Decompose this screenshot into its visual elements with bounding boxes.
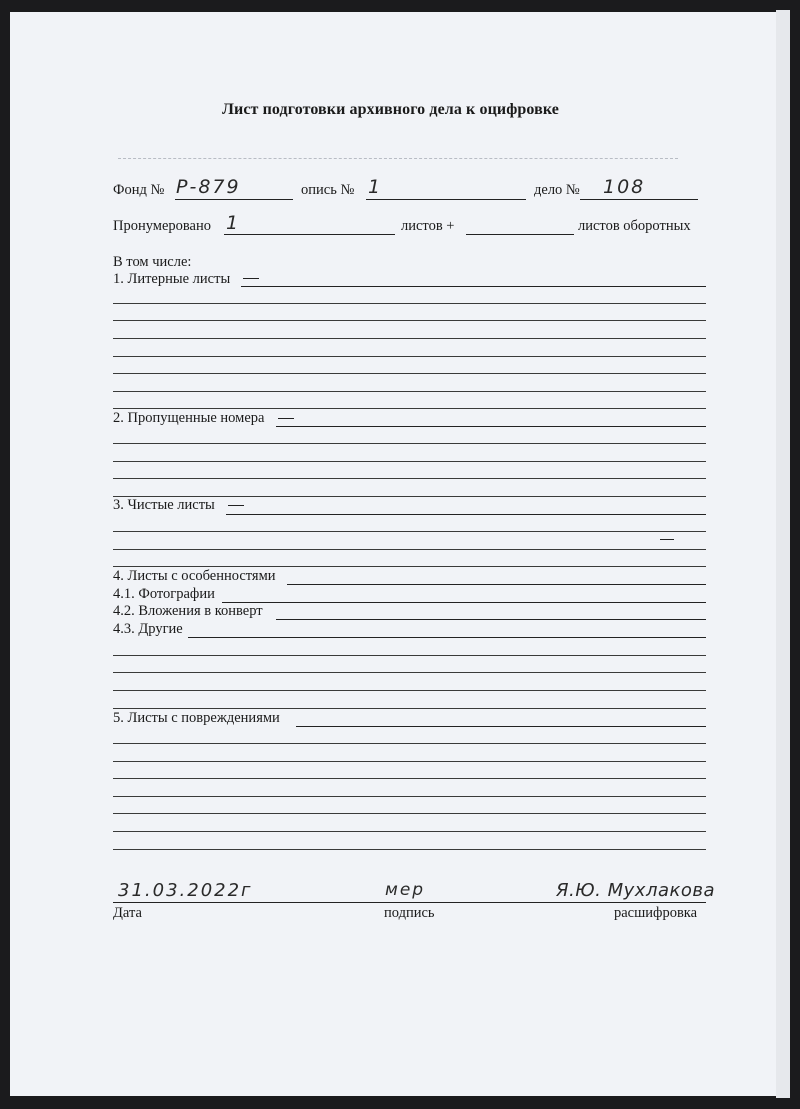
blank-line (113, 708, 706, 709)
dash-mark (228, 505, 244, 506)
blank-line (113, 356, 706, 357)
date-caption: Дата (113, 905, 142, 921)
blank-line (113, 320, 706, 321)
section-5-label: 5. Листы с повреждениями (113, 710, 280, 726)
blank-line (113, 549, 706, 550)
opis-label: опись № (301, 182, 355, 198)
opis-value: 1 (368, 176, 383, 198)
signature-caption: подпись (384, 905, 435, 921)
blank-line (113, 303, 706, 304)
blank-line (113, 408, 706, 409)
dash-mark (660, 539, 674, 540)
reverse-sheets-label: листов оборотных (578, 218, 691, 234)
blank-line (113, 796, 706, 797)
name-value: Я.Ю. Мухлакова (556, 880, 715, 901)
blank-line (113, 373, 706, 374)
blank-line (113, 338, 706, 339)
blank-line (113, 391, 706, 392)
blank-line (113, 531, 706, 532)
section-3-label: 3. Чистые листы (113, 497, 215, 513)
section-4-3-underline (188, 637, 706, 638)
date-value: 31.03.2022г (118, 880, 253, 901)
section-2-underline (276, 426, 706, 427)
section-1-label: 1. Литерные листы (113, 271, 231, 287)
section-4-2-label: 4.2. Вложения в конверт (113, 603, 263, 619)
delo-label: дело № (534, 182, 580, 198)
blank-line (113, 672, 706, 673)
dash-mark (278, 418, 294, 419)
numbered-underline (224, 234, 395, 235)
blank-line (113, 443, 706, 444)
sheets-plus-label: листов + (401, 218, 455, 234)
blank-line (113, 566, 706, 567)
reverse-underline (466, 234, 574, 235)
numbered-label: Пронумеровано (113, 218, 212, 234)
fond-value: Р-879 (176, 176, 241, 198)
blank-line (113, 761, 706, 762)
blank-line (113, 690, 706, 691)
blank-line (113, 655, 706, 656)
section-4-underline (287, 584, 706, 585)
blank-line (113, 813, 706, 814)
signature-line (113, 902, 706, 903)
blank-line (113, 831, 706, 832)
section-4-1-label: 4.1. Фотографии (113, 586, 215, 602)
section-3-underline (226, 514, 706, 515)
blank-line (113, 461, 706, 462)
section-2-label: 2. Пропущенные номера (113, 410, 265, 426)
dash-mark (243, 278, 259, 279)
scan-edge (776, 10, 790, 1098)
blank-line (113, 743, 706, 744)
section-5-underline (296, 726, 706, 727)
delo-value: 108 (603, 176, 646, 198)
fond-underline (175, 199, 293, 200)
blank-line (113, 478, 706, 479)
page-title: Лист подготовки архивного дела к оцифровке (222, 101, 559, 118)
section-1-underline (241, 286, 706, 287)
numbered-value: 1 (226, 212, 241, 234)
delo-underline (580, 199, 698, 200)
section-4-2-underline (276, 619, 706, 620)
including-label: В том числе: (113, 254, 192, 270)
fond-label: Фонд № (113, 182, 165, 198)
blank-line (113, 849, 706, 850)
opis-underline (366, 199, 526, 200)
decoding-caption: расшифровка (614, 905, 698, 921)
blank-line (113, 778, 706, 779)
faint-line (118, 158, 678, 159)
section-4-3-label: 4.3. Другие (113, 621, 183, 637)
archive-sheet (10, 12, 776, 1096)
section-4-1-underline (222, 602, 706, 603)
section-4-label: 4. Листы с особенностями (113, 568, 276, 584)
signature-mark: мер (385, 880, 426, 900)
